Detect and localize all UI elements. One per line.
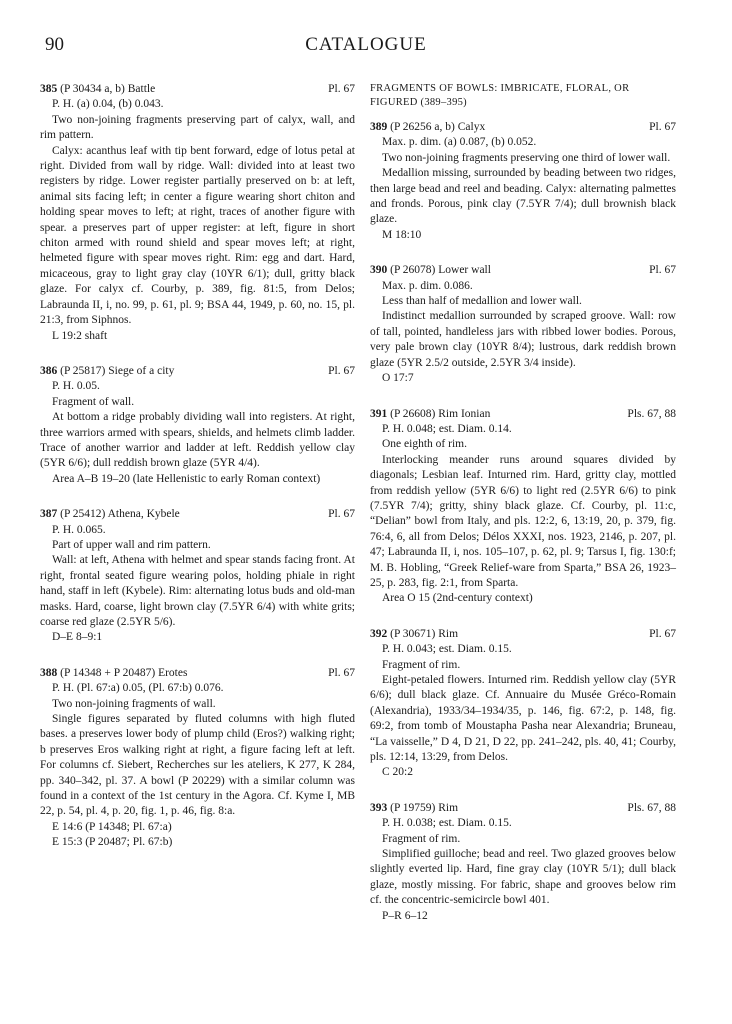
entry-header [370, 263, 676, 278]
running-head: CATALOGUE [305, 34, 427, 55]
entry-dimensions: P. H. 0.048; est. Diam. 0.14. [382, 422, 512, 435]
entry-dimensions: Max. p. dim. (a) 0.087, (b) 0.052. [382, 136, 537, 149]
plate-ref: Pl. 67 [649, 627, 676, 640]
entry-findspot: Area A–B 19–20 (late Hellenistic to early Roman context) [52, 472, 321, 485]
catalogue-entry-393 [370, 801, 676, 924]
plate-ref: Pls. 67, 88 [627, 801, 676, 814]
entry-paragraph: Two non-joining fragments of wall. [52, 697, 216, 710]
entry-findspot: O 17:7 [382, 372, 414, 385]
entry-number: 393 [370, 801, 388, 814]
entry-findspot: E 14:6 (P 14348; Pl. 67:a) [52, 820, 172, 833]
section-heading: FRAGMENTS OF BOWLS: IMBRICATE, FLORAL, OR FIGURED (389–395) [370, 83, 630, 108]
entry-header [40, 666, 355, 681]
catalogue-entry-392 [370, 627, 676, 781]
plate-ref: Pl. 67 [328, 666, 355, 679]
entry-findspot: Area O 15 (2nd-century context) [382, 592, 533, 605]
entry-paragraph: Indistinct medallion surrounded by scraped groove. Wall: row of tall, pointed, handleless jars with ribbed lower bodies. Porous, very pale brown clay (10YR 8/4); lustrous, dark reddish brown glaze (5YR 2.5/2 outside, 2.5YR 3/4 inside). [370, 310, 676, 369]
entry-paragraph: One eighth of rim. [382, 438, 467, 451]
plate-ref: Pl. 67 [328, 508, 355, 521]
entry-title: (P 30671) Rim [390, 627, 459, 640]
entry-number: 387 [40, 508, 58, 521]
entry-paragraph: Single figures separated by fluted columns with high fluted bases. a preserves lower body of plump child (Eros?) walking right; b preserves Eros walking right at right, a figure facing left at left. For columns cf. Siebert, Recherches sur les ateliers, K 277, K 284, pp. 340–342, pl. 37. A bowl (P 20229) with a similar column was found in a context of the 1st century in the Agora. Cf. Kyme I, MB 22, p. 54, pl. 4, p. 20, fig. 1, p. 46, fig. 8:a. [40, 713, 355, 818]
plate-ref: Pls. 67, 88 [627, 407, 676, 420]
entry-paragraph: Simplified guilloche; bead and reel. Two glazed grooves below slightly everted lip. Hard, fine gray clay (10YR 5/1); dull black glaze, mostly missing. For fabric, shape and grooves below rim cf. the concentric-semicircle bowl 401. [370, 848, 676, 907]
entry-dimensions: P. H. 0.05. [52, 380, 100, 393]
entry-header [370, 801, 676, 816]
entry-number: 386 [40, 364, 58, 377]
entry-paragraph: Medallion missing, surrounded by beading between two ridges, then large bead and reel and beading. Calyx: alternating palmettes and fronds. Porous, pink clay (7.5YR 7/4); dull brownish black glaze. [370, 167, 676, 226]
left-column [40, 82, 355, 871]
catalogue-entry-385 [40, 82, 355, 344]
entry-header [370, 120, 676, 135]
catalogue-entry-386 [40, 364, 355, 487]
entry-title: (P 26608) Rim Ionian [390, 407, 491, 420]
entry-dimensions: P. H. 0.065. [52, 523, 106, 536]
entry-findspot: L 19:2 shaft [52, 329, 108, 342]
entry-title: (P 26256 a, b) Calyx [390, 121, 486, 133]
catalogue-entry-391 [370, 407, 676, 607]
catalogue-entry-387 [40, 507, 355, 646]
entry-number: 388 [40, 666, 58, 679]
entry-findspot: E 15:3 (P 20487; Pl. 67:b) [52, 836, 173, 849]
entry-header [40, 507, 355, 522]
right-column [370, 82, 676, 944]
entry-number: 389 [370, 121, 388, 133]
entry-number: 392 [370, 627, 388, 640]
entry-paragraph: Fragment of rim. [382, 658, 461, 671]
entry-findspot: C 20:2 [382, 766, 413, 779]
entry-paragraph: Fragment of wall. [52, 395, 135, 408]
entry-paragraph: Calyx: acanthus leaf with tip bent forward, edge of lotus petal at right. Divided from wall by ridge. Wall: divided into at least two registers by ridge. Lower register partially preserved on b: at left, animal sits facing left; in center a figure wearing short chiton and holding spear moves to left; at right, traces of another figure with spear. a preserves part of upper register: at left, figure in short chiton armed with round shield and spear moves left; at right, helmeted figure with spear moves right. Rim: egg and dart. Hard, micaceous, gray to light gray clay (10YR 6/1); dull, gritty black glaze. For calyx cf. Courby, p. 389, fig. 81:5, from Delos; Labraunda II, i, no. 99, p. 61, pl. 9; BSA 44, 1949, p. 60, no. 15, pl. 21:3, from Siphnos. [40, 144, 355, 327]
entry-paragraph: Two non-joining fragments preserving part of calyx, wall, and rim pattern. [40, 113, 355, 142]
entry-title: (P 19759) Rim [390, 801, 459, 814]
entry-dimensions: Max. p. dim. 0.086. [382, 279, 473, 292]
entry-title: (P 30434 a, b) Battle [60, 83, 156, 95]
entry-header [370, 627, 676, 642]
page-number: 90 [45, 34, 64, 55]
entry-paragraph: Less than half of medallion and lower wall. [382, 295, 582, 308]
entry-number: 390 [370, 264, 388, 277]
entry-dimensions: P. H. 0.038; est. Diam. 0.15. [382, 817, 512, 830]
plate-ref: Pl. 67 [328, 83, 355, 95]
entry-paragraph: Wall: at left, Athena with helmet and spear stands facing front. At right, frontal seated figure wearing polos, holding phiale in right hand, staff in left (Kybele). Rim: alternating lotus buds and old-man masks. Hard, coarse, light brown clay (7.5YR 6/4) with white grits; coarse red glaze (2.5YR 5/6). [40, 554, 355, 628]
entry-dimensions: P. H. (a) 0.04, (b) 0.043. [52, 98, 164, 111]
entry-header [370, 407, 676, 422]
entry-header [40, 82, 355, 97]
catalogue-entry-388 [40, 666, 355, 851]
entry-paragraph: Part of upper wall and rim pattern. [52, 538, 211, 551]
entry-paragraph: Two non-joining fragments preserving one third of lower wall. [382, 151, 671, 164]
entry-paragraph: At bottom a ridge probably dividing wall into registers. At right, three warriors armed with spears, shields, and helmets climb ladder. Trace of another warrior and ladder at left. Reddish yellow clay (5YR 6/6); dull reddish brown glaze (5YR 4/4). [40, 411, 355, 470]
entry-title: (P 25412) Athena, Kybele [60, 508, 180, 521]
plate-ref: Pl. 67 [649, 121, 676, 133]
entry-findspot: P–R 6–12 [382, 909, 428, 922]
entry-dimensions: P. H. 0.043; est. Diam. 0.15. [382, 643, 512, 656]
entry-header [40, 364, 355, 379]
entry-dimensions: P. H. (Pl. 67:a) 0.05, (Pl. 67:b) 0.076. [52, 682, 224, 695]
plate-ref: Pl. 67 [649, 264, 676, 277]
entry-paragraph: Eight-petaled flowers. Inturned rim. Reddish yellow clay (5YR 6/6); dull black glaze. Cf. Annuaire du Musée Gréco-Romain (Alexandria), 1933/34–1934/35, p. 146, fig. 67:2, p. 148, fig. 69:2, from tomb of Moustapha Pasha near Alexandria; Bruneau, “La vaisselle,” D 4, D 21, D 22, pp. 241–242, pls. 40, 41; Courby, pls. 12:14, 13:29, from Delos. [370, 674, 676, 764]
entry-title: (P 14348 + P 20487) Erotes [60, 666, 188, 679]
entry-title: (P 26078) Lower wall [390, 264, 491, 277]
entry-paragraph: Interlocking meander runs around squares divided by diagonals; Lesbian leaf. Inturned rim. Hard, gritty clay, mottled from reddish yellow (5YR 6/6) to light red (2.5YR 6/6) to pink (7.5YR 7/4); gritty, shiny black glaze. Cf. Courby, pl. 11:c, “Delian” bowl from Italy, and pls. 12:2, 6, 13:19, 20, p. 379, fig. 76:4, 6, all from Delos; Délos XXXI, nos. 1923, 2146, p. 207, pl. 47; Labraunda II, i, nos. 105–107, p. 62, pl. 9; Tarsus I, fig. 130:f; M. B. Hobling, “Greek Relief-ware from Sparta,” BSA 26, 1923–25, p. 283, fig. 2:1, from Sparta. [370, 453, 676, 589]
catalogue-entry-389 [370, 120, 676, 243]
entry-title: (P 25817) Siege of a city [60, 364, 175, 377]
entry-number: 391 [370, 407, 388, 420]
entry-paragraph: Fragment of rim. [382, 832, 461, 845]
catalogue-entry-390 [370, 263, 676, 386]
plate-ref: Pl. 67 [328, 364, 355, 377]
entry-findspot: M 18:10 [382, 228, 422, 241]
entry-findspot: D–E 8–9:1 [52, 631, 103, 644]
entry-number: 385 [40, 83, 58, 95]
